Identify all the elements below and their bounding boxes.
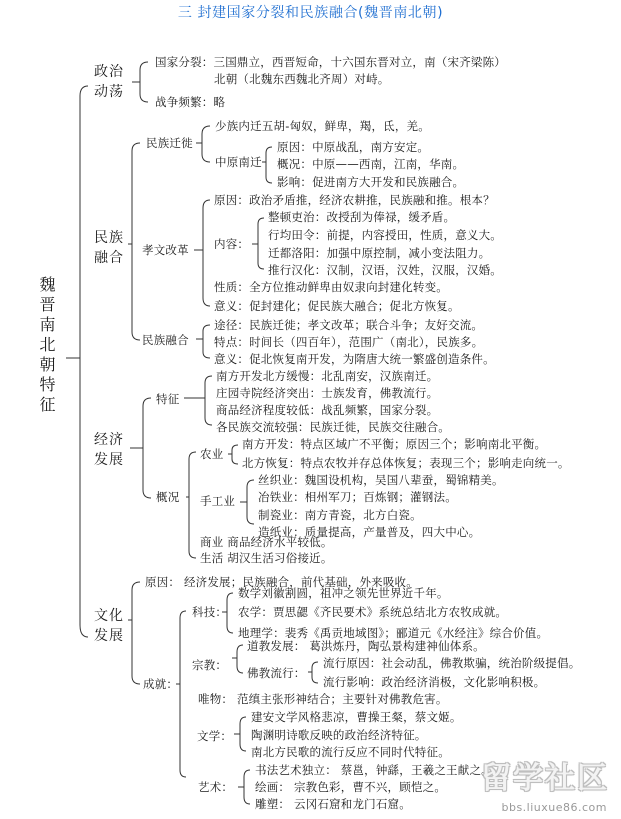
fusion-feature: 特点：时间长（四百年），范围广（南北），民族多。 <box>214 335 484 349</box>
fusion-way: 途径：民族迁徙；孝文改革；联合斗争；友好交流。 <box>214 318 484 332</box>
agri-south: 南方开发：特点区域广不平衡；原因三个；影响南北平衡。 <box>242 437 547 451</box>
agri-north: 北方恢复：特点农牧并存总体恢复；表现三个；影响走向统一。 <box>242 456 570 470</box>
migration-line1: 少族内迁五胡-匈奴，鲜卑，羯，氐，羌。 <box>215 119 430 133</box>
economy-feature-3: 商品经济程度较低：战乱频繁，国家分裂。 <box>216 403 439 417</box>
craft-paper: 造纸业：质量提高，产量普及，四大中心。 <box>258 525 481 539</box>
art-sculpture: 雕塑： 云冈石窟和龙门石窟。 <box>255 797 411 811</box>
buddhism-causes: 流行原因：社会动乱，佛教欺骗，统治阶级提倡。 <box>323 656 581 670</box>
reform-meaning: 意义：促封建化；促民族大融合；促北方恢复。 <box>214 299 460 313</box>
migration-south-label: 中原南迁 <box>215 155 262 169</box>
reform-label: 孝文改革 <box>142 243 189 257</box>
economy-life: 生活 胡汉生活习俗接近。 <box>200 551 333 565</box>
economy-label: 经济发展 <box>94 432 124 468</box>
religion-taoism: 道教发展： 葛洪炼丹，陶弘景构建神仙体系。 <box>247 639 485 653</box>
ethnic-label: 民族融合 <box>94 230 124 266</box>
literature-tao: 陶渊明诗歌反映的政治经济特征。 <box>251 728 427 742</box>
watermark-logo: 留学社区 <box>481 761 609 796</box>
art-calligraphy: 书法艺术独立： 蔡邕，钟繇，王羲之王献之。 <box>255 763 493 777</box>
economy-features-label: 特征 <box>156 392 180 406</box>
economy-feature-4: 各民族交流较强：民族迁徙，民族交往融合。 <box>216 420 450 434</box>
migration-effect: 影响：促进南方大开发和民族融合。 <box>277 175 465 189</box>
fusion-label: 民族融合 <box>142 333 189 347</box>
migration-cause: 原因：中原战乱，南方安定。 <box>277 140 430 154</box>
culture-cause: 原因： 经济发展；民族融合，前代基础，外来吸收。 <box>145 575 418 589</box>
literature-jian-an: 建安文学风格悲凉，曹操王粲，蔡文姬。 <box>251 710 462 724</box>
agri-label: 农业 <box>200 447 224 461</box>
reform-content-3: 迁都洛阳：加强中原控制，减小变法阻力。 <box>268 246 491 260</box>
reform-nature: 性质：全方位推动鲜卑由奴隶向封建化转变。 <box>214 280 448 294</box>
fusion-meaning: 意义：促北恢复南开发，为隋唐大统一繁盛创造条件。 <box>214 352 495 366</box>
migration-label: 民族迁徙 <box>146 136 193 150</box>
reform-content-4: 推行汉化：汉制，汉语，汉姓，汉服，汉婚。 <box>268 263 502 277</box>
economy-feature-1: 南方开发北方缓慢：北乱南安，汉族南迁。 <box>216 369 439 383</box>
reform-content-label: 内容： <box>214 237 250 251</box>
sci-agronomy: 农学：贾思勰《齐民要术》系统总结北方农牧成就。 <box>238 605 508 619</box>
economy-feature-2: 庄园寺院经济突出：士族发育，佛教流行。 <box>216 386 439 400</box>
reform-content-2: 行均田令：前提，内容授田，性质，意义大。 <box>268 228 502 242</box>
migration-overview: 概况：中原——西南，江南，华南。 <box>277 157 465 171</box>
sci-label: 科技： <box>192 605 228 619</box>
sci-math: 数学刘徽割圆，祖冲之领先世界近千年。 <box>238 586 449 600</box>
economy-commerce: 商业 商品经济水平较低。 <box>200 535 333 549</box>
politics-split: 国家分裂：三国鼎立，西晋短命，十六国东晋对立，南（宋齐梁陈） <box>155 55 506 69</box>
art-label: 艺术： <box>198 780 234 794</box>
reform-cause: 原因：政治矛盾推，经济农耕推，民族融和推。根本？ <box>214 193 495 207</box>
watermark-url: bbs.liuxue86.com <box>501 801 607 814</box>
politics-label: 政治动荡 <box>94 64 124 100</box>
religion-label: 宗教： <box>192 658 228 672</box>
literature-folk-songs: 南北方民歌的流行反应不同时代特征。 <box>251 745 450 759</box>
craft-iron: 冶铁业：相州军刀；百炼钢；灌钢法。 <box>258 490 457 504</box>
culture-achievements-label: 成就： <box>143 677 179 691</box>
craft-label: 手工业 <box>200 494 236 508</box>
sci-geography: 地理学：裴秀《禹贡地域图》；郦道元《水经注》综合价值。 <box>238 626 549 640</box>
politics-war: 战争频繁：略 <box>155 95 226 109</box>
art-painting: 绘画： 宗教色彩，曹不兴，顾恺之。 <box>255 780 447 794</box>
reform-content-1: 整顿吏治：改授刮为俸禄，缓矛盾。 <box>268 210 456 224</box>
craft-porcelain: 制瓷业：南方青瓷，北方白瓷。 <box>258 508 422 522</box>
politics-split-cont: 北朝（北魏东西魏北齐周）对峙。 <box>214 72 390 86</box>
materialism: 唯物： 范缜主张形神结合；主要针对佛教危害。 <box>198 692 448 706</box>
craft-silk: 丝织业：魏国设机构，吴国八辈蚕，蜀锦精美。 <box>258 473 504 487</box>
religion-buddhism-label: 佛教流行： <box>247 666 306 680</box>
literature-label: 文学： <box>197 729 233 743</box>
culture-label: 文化发展 <box>94 608 124 644</box>
economy-overview-label: 概况 <box>156 490 180 504</box>
buddhism-effects: 流行影响：政治经济消极，文化影响积极。 <box>323 675 546 689</box>
root-topic: 魏晋南北朝特征 <box>37 276 56 416</box>
page-title: 三 封建国家分裂和民族融合(魏晋南北朝) <box>177 5 444 21</box>
